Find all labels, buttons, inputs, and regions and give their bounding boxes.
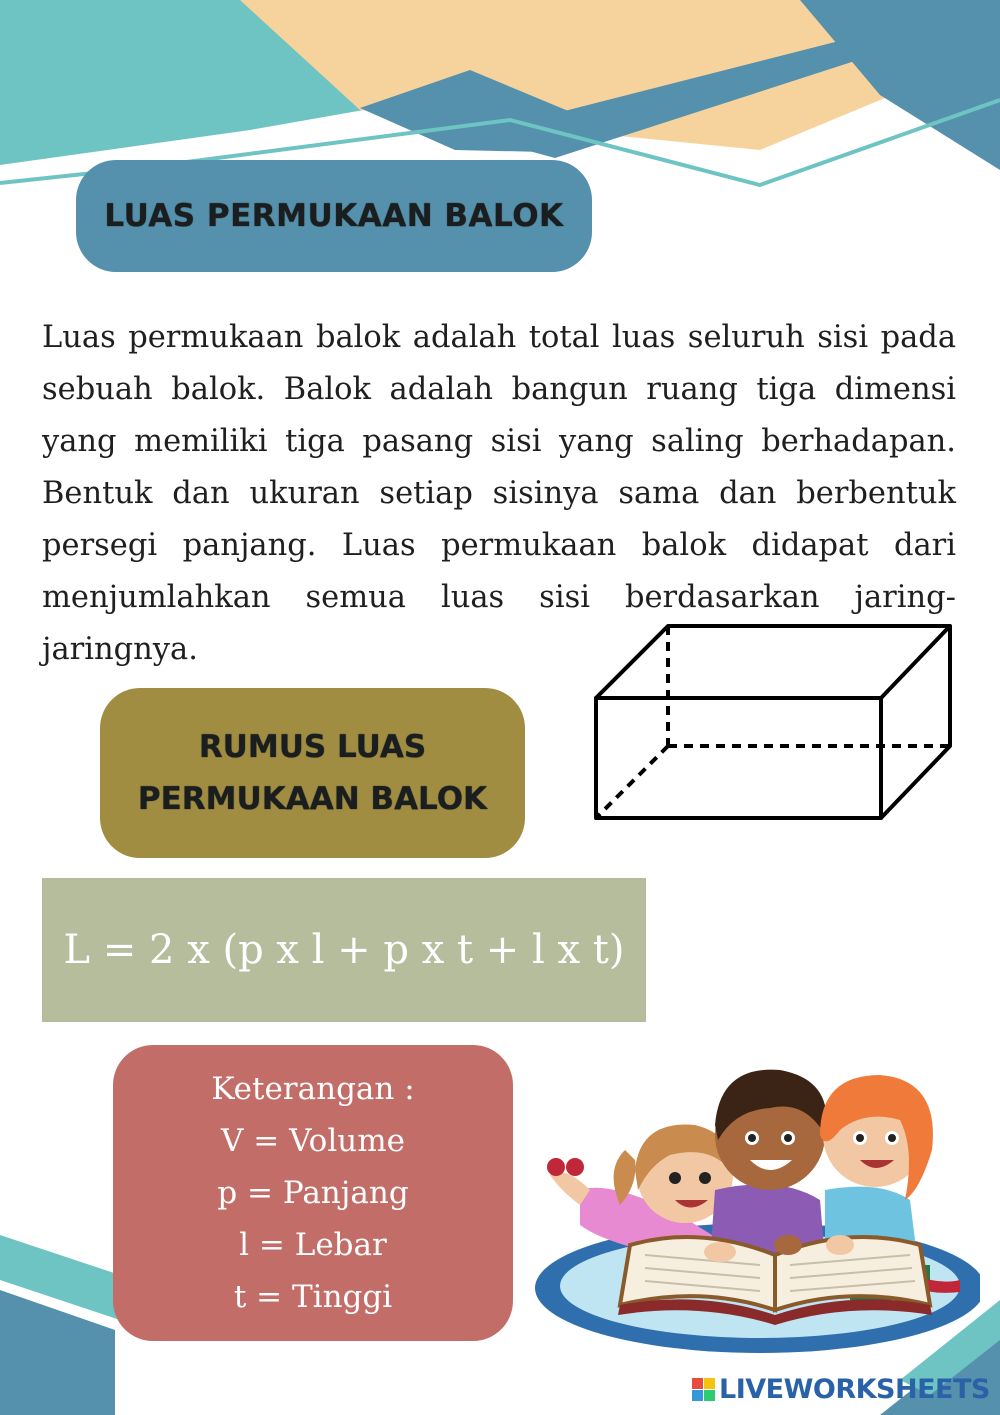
legend-title: Keterangan : — [211, 1071, 415, 1107]
formula-heading-line1: RUMUS LUAS — [198, 729, 427, 765]
intro-paragraph: Luas permukaan balok adalah total luas seluruh sisi pada sebuah balok. Balok adalah bangun ruang tiga dimensi yang memiliki tiga pasang sisi yang saling berhadapan. Bentuk dan ukuran setiap sisinya sama dan berbentuk persegi panjang. Luas permukaan balok didapat dari menjumlahkan semua luas sisi berdasarkan jaring-jaringnya. — [42, 320, 956, 667]
title-banner — [76, 160, 592, 272]
formula-expression: L = 2 x (p x l + p x t + l x t) — [63, 927, 625, 973]
children-reading-illustration — [520, 1040, 980, 1360]
legend-box — [113, 1045, 513, 1341]
page-title: LUAS PERMUKAAN BALOK — [104, 198, 564, 234]
formula-heading-line2: PERMUKAAN BALOK — [137, 781, 488, 817]
legend-item: p = Panjang — [217, 1175, 409, 1211]
legend-item: l = Lebar — [239, 1227, 387, 1263]
legend-item: t = Tinggi — [233, 1279, 393, 1315]
cuboid-illustration — [590, 620, 960, 825]
liveworksheets-logo-icon — [692, 1378, 715, 1401]
formula-box — [42, 878, 646, 1022]
legend-item: V = Volume — [221, 1123, 405, 1159]
formula-heading-banner — [100, 688, 525, 858]
liveworksheets-watermark — [692, 1374, 990, 1404]
watermark-text: LIVEWORKSHEETS — [719, 1373, 990, 1405]
